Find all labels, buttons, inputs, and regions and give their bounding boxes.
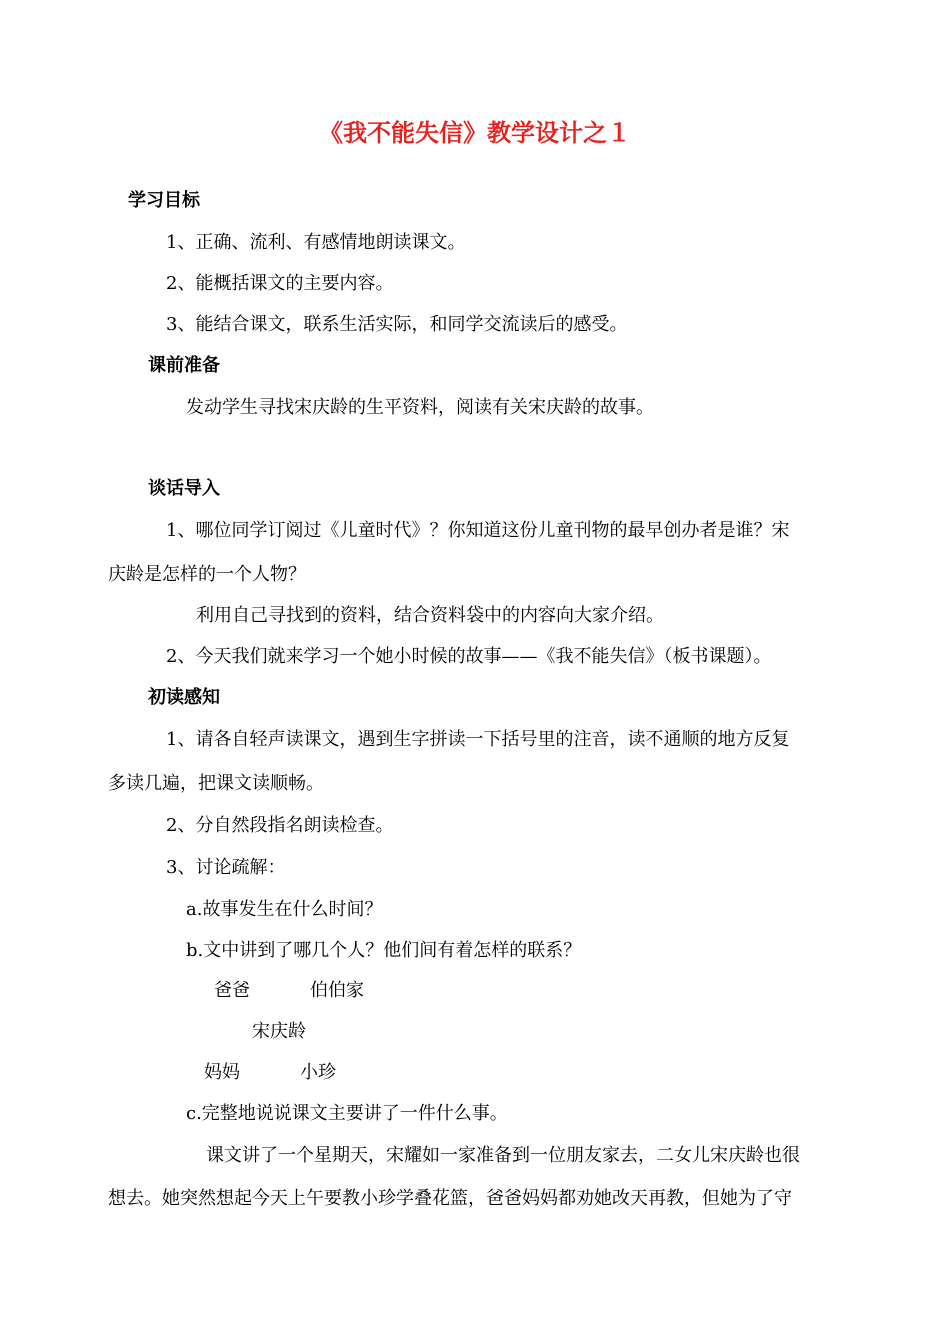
intro-item-1-line-2: 庆龄是怎样的一个人物？	[108, 564, 306, 585]
question-a: a.故事发生在什么时间？	[186, 899, 383, 920]
preparation-text: 发动学生寻找宋庆龄的生平资料，阅读有关宋庆龄的故事。	[186, 397, 654, 418]
objective-item-3: 3、能结合课文，联系生活实际，和同学交流读后的感受。	[166, 314, 628, 335]
section-heading-preparation: 课前准备	[148, 355, 220, 376]
question-b: b.文中讲到了哪几个人？他们间有着怎样的联系？	[186, 940, 582, 961]
reading-item-1-line-2: 多读几遍，把课文读顺畅。	[108, 773, 324, 794]
section-heading-reading: 初读感知	[148, 687, 220, 708]
diagram-dad: 爸爸	[214, 980, 250, 1001]
diagram-xiaozhen: 小珍	[300, 1062, 336, 1083]
section-heading-intro: 谈话导入	[148, 478, 220, 499]
reading-item-1-line-1: 1、请各自轻声读课文，遇到生字拼读一下括号里的注音，读不通顺的地方反复	[166, 729, 790, 750]
summary-line-2: 想去。她突然想起今天上午要教小珍学叠花篮，爸爸妈妈都劝她改天再教，但她为了守	[108, 1188, 792, 1209]
reading-item-3: 3、讨论疏解：	[166, 857, 286, 878]
objective-item-2: 2、能概括课文的主要内容。	[166, 273, 394, 294]
summary-line-1: 课文讲了一个星期天，宋耀如一家准备到一位朋友家去，二女儿宋庆龄也很	[206, 1145, 800, 1166]
diagram-uncle-home: 伯伯家	[310, 980, 364, 1001]
intro-item-2: 2、今天我们就来学习一个她小时候的故事——《我不能失信》（板书课题）。	[166, 646, 772, 667]
objective-item-1: 1、正确、流利、有感情地朗读课文。	[166, 232, 466, 253]
reading-item-2: 2、分自然段指名朗读检查。	[166, 815, 394, 836]
diagram-mom: 妈妈	[204, 1062, 240, 1083]
diagram-center: 宋庆龄	[252, 1021, 306, 1042]
intro-item-1-sub: 利用自己寻找到的资料，结合资料袋中的内容向大家介绍。	[196, 605, 664, 626]
question-c: c.完整地说说课文主要讲了一件什么事。	[186, 1103, 508, 1124]
intro-item-1-line-1: 1、哪位同学订阅过《儿童时代》？你知道这份儿童刊物的最早创办者是谁？宋	[166, 520, 790, 541]
document-title: 《我不能失信》教学设计之１	[319, 119, 631, 147]
section-heading-objectives: 学习目标	[128, 190, 200, 211]
